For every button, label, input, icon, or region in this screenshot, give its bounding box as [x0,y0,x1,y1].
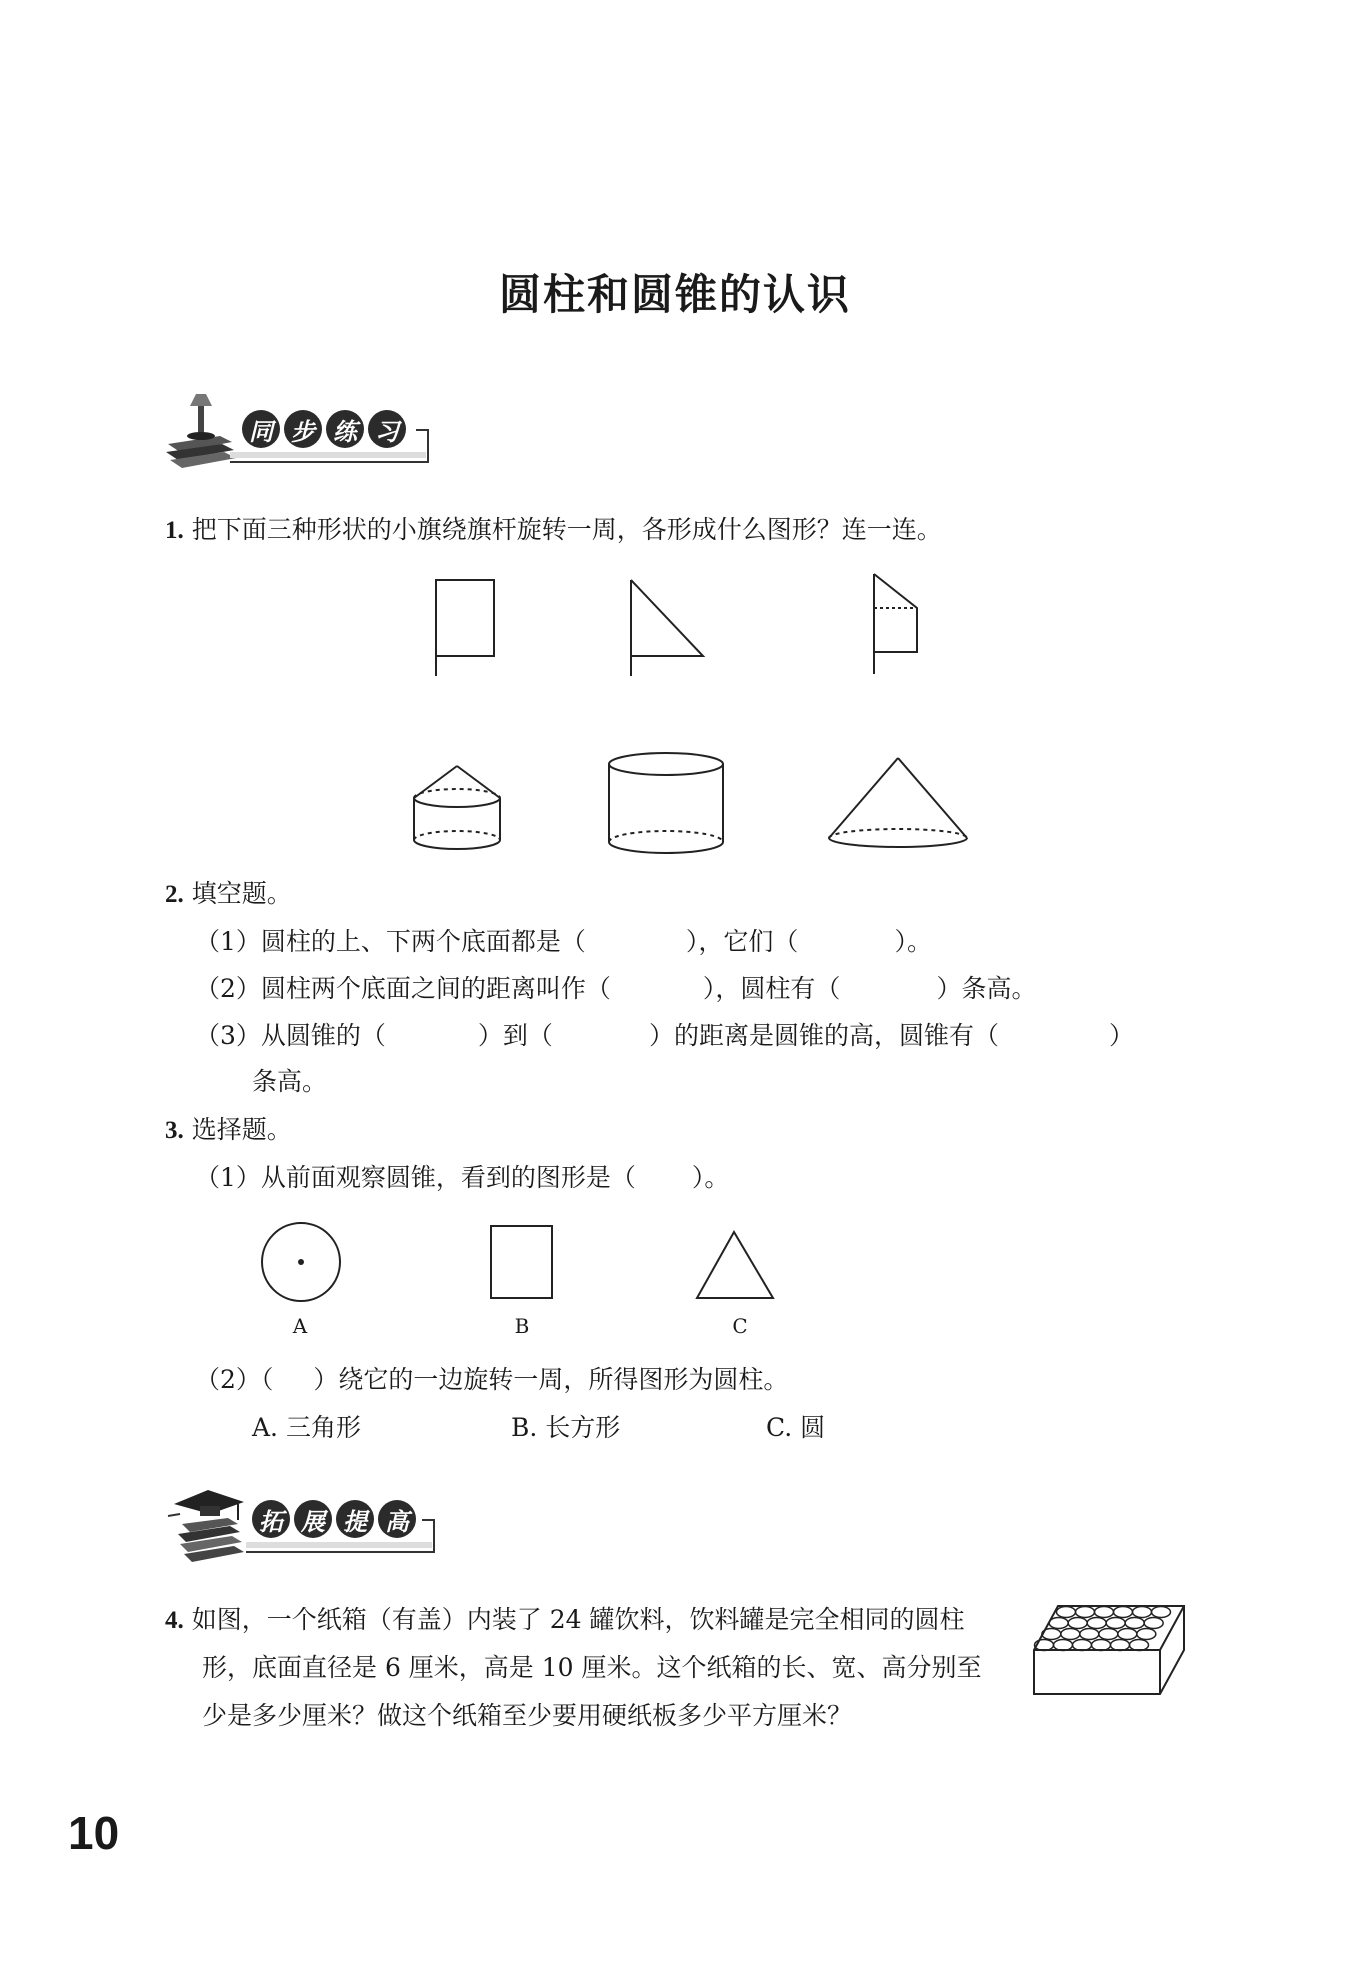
section-badge-sync [160,392,440,472]
option-b: B. 长方形 [511,1413,621,1442]
item-text: （3）从圆锥的（ [195,1021,386,1050]
question-4-line-3: 少是多少厘米？做这个纸箱至少要用硬纸板多少平方厘米？ [202,1701,853,1730]
question-text: 把下面三种形状的小旗绕旗杆旋转一周，各形成什么图形？连一连。 [191,515,942,544]
item-text: ）绕它的一边旋转一周，所得图形为圆柱。 [313,1365,789,1394]
item-text: ），圆柱有（ [702,974,841,1003]
question-number: 4. [165,1607,184,1634]
section-badge-extend [160,1478,440,1568]
badge-char: 习 [368,410,406,448]
triangle-option [697,1232,773,1298]
question-1 [165,514,942,547]
view-options [0,1220,1350,1330]
question-2-item-3 [195,1020,1134,1052]
item-text: ） [1108,1021,1134,1050]
triangle-flag [631,580,703,676]
page-number: 10 [68,1807,120,1859]
question-3 [165,1114,292,1147]
badge-char: 同 [242,410,280,448]
square-option [491,1226,552,1298]
badge-char: 练 [326,410,364,448]
item-text: （1）从前面观察圆锥，看到的图形是（ [195,1163,636,1192]
option-a: A. 三角形 [252,1413,361,1442]
question-text: 选择题。 [191,1115,292,1144]
item-text: ），它们（ [685,927,799,956]
question-2-item-1 [195,926,932,958]
option-label-c: C [732,1314,748,1338]
box-of-cans-figure [1030,1600,1190,1700]
question-number: 1. [165,517,184,544]
pentagon-flag [874,574,917,674]
flag-figures [0,560,1350,680]
question-number: 2. [165,881,184,908]
question-text: 填空题。 [191,879,292,908]
badge-char: 步 [284,410,322,448]
question-2-item-3-cont: 条高。 [252,1067,328,1096]
cone-on-cylinder [414,766,500,849]
item-text: ）的距离是圆锥的高，圆锥有（ [648,1021,999,1050]
item-text: （2）（ [195,1365,274,1394]
question-2 [165,878,292,911]
badge-char: 拓 [252,1500,290,1538]
question-2-item-2 [195,973,1036,1005]
option-c: C. 圆 [766,1413,826,1442]
badge-char: 提 [336,1500,374,1538]
option-label-b: B [514,1314,530,1338]
question-number: 3. [165,1117,184,1144]
rectangle-flag [436,580,494,676]
badge-char: 展 [294,1500,332,1538]
question-4-line-2: 形，底面直径是 6 厘米，高是 10 厘米。这个纸箱的长、宽、高分别至 [202,1653,982,1682]
cone [829,758,967,847]
question-4-line-1 [165,1604,964,1637]
option-label-a: A [292,1314,308,1338]
item-text: ）条高。 [936,974,1037,1003]
page-title: 圆柱和圆锥的认识 [498,270,851,319]
solid-figures [0,740,1350,860]
item-text: ）到（ [477,1021,553,1050]
item-text: （2）圆柱两个底面之间的距离叫作（ [195,974,611,1003]
cylinder [609,753,723,853]
question-text: 如图，一个纸箱（有盖）内装了 24 罐饮料，饮料罐是完全相同的圆柱 [191,1605,965,1634]
item-text: （1）圆柱的上、下两个底面都是（ [195,927,586,956]
question-3-sub-2 [195,1364,788,1396]
question-3-sub-1 [195,1162,729,1194]
item-text: ）。 [894,927,932,956]
item-text: ）。 [691,1163,730,1192]
badge-char: 高 [378,1500,416,1538]
